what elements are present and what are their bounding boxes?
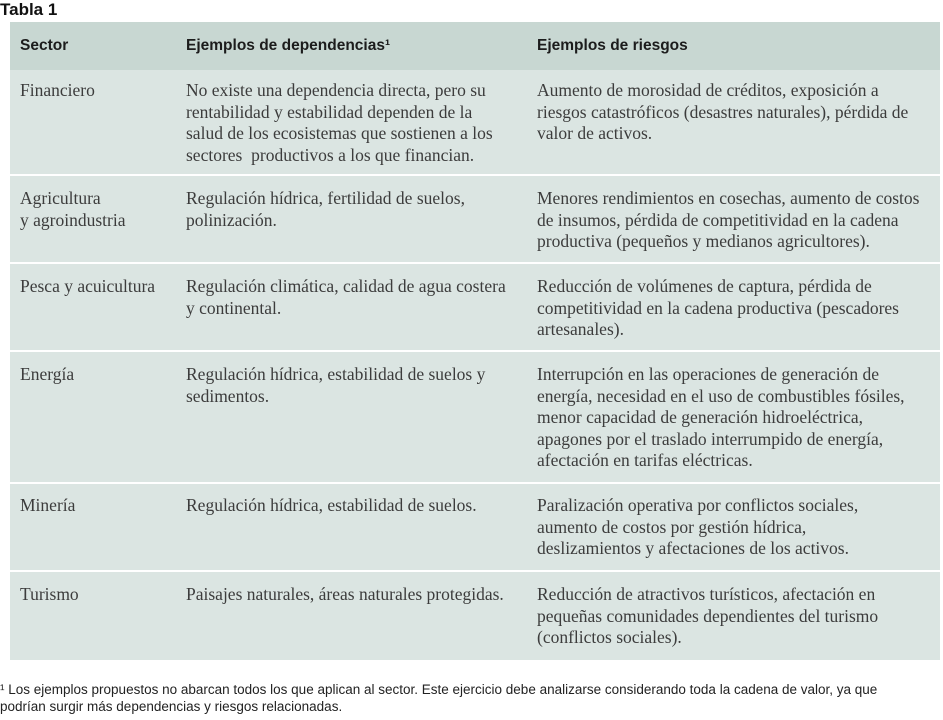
dependencias-cell: Regulación hídrica, fertilidad de suelos, polinización. xyxy=(186,188,465,230)
sector-risk-table xyxy=(10,22,940,660)
footnote: ¹ Los ejemplos propuestos no abarcan todos los que aplican al sector. Este ejercicio debe analizarse considerando toda la cadena de valor, ya que podrían surgir más dependencias y riesgos relacionadas. xyxy=(0,682,878,714)
header-cell-riesgos: Ejemplos de riesgos xyxy=(537,37,688,54)
riesgos-cell: Reducción de atractivos turísticos, afectación en pequeñas comunidades dependientes del turismo (conflictos sociales). xyxy=(537,584,879,647)
sector-cell: Energía xyxy=(20,364,75,384)
table-row-financiero xyxy=(10,70,940,174)
riesgos-cell: Reducción de volúmenes de captura, pérdida de competitividad en la cadena productiva (pescadores artesanales). xyxy=(537,276,899,339)
riesgos-cell: Interrupción en las operaciones de generación de energía, necesidad en el uso de combustibles fósiles, menor capacidad de generación hidroeléctrica, apagones por el traslado interrumpido de energía, afectación en tarifas eléctricas. xyxy=(537,364,905,470)
table-row-pesca xyxy=(10,262,940,350)
table-row-agricultura xyxy=(10,174,940,262)
header-cell-sector: Sector xyxy=(20,37,69,54)
riesgos-cell: Paralización operativa por conflictos sociales, aumento de costos por gestión hídrica, deslizamientos y afectaciones de los activos. xyxy=(537,495,859,558)
dependencias-cell: Regulación hídrica, estabilidad de suelos y sedimentos. xyxy=(186,364,486,406)
sector-cell: Agricultura y agroindustria xyxy=(20,188,126,230)
table-row-mineria xyxy=(10,482,940,570)
riesgos-cell: Menores rendimientos en cosechas, aumento de costos de insumos, pérdida de competitividad en la cadena productiva (pequeños y medianos agricultores). xyxy=(537,188,920,251)
dependencias-cell: Regulación hídrica, estabilidad de suelos. xyxy=(186,495,477,515)
dependencias-cell: Paisajes naturales, áreas naturales protegidas. xyxy=(186,584,504,604)
sector-cell: Financiero xyxy=(20,80,95,100)
table-row-turismo xyxy=(10,570,940,660)
sector-cell: Turismo xyxy=(20,584,79,604)
table-title: Tabla 1 xyxy=(0,0,58,19)
table-row-energia xyxy=(10,350,940,482)
riesgos-cell: Aumento de morosidad de créditos, exposición a riesgos catastróficos (desastres naturales), pérdida de valor de activos. xyxy=(537,80,909,143)
sector-cell: Minería xyxy=(20,495,76,515)
dependencias-cell: Regulación climática, calidad de agua costera y continental. xyxy=(186,276,506,318)
table-header-row xyxy=(10,22,940,70)
header-cell-dependencias: Ejemplos de dependencias¹ xyxy=(186,37,391,54)
dependencias-cell: No existe una dependencia directa, pero su rentabilidad y estabilidad dependen de la salud de los ecosistemas que sostienen a los sectores productivos a los que financian. xyxy=(186,80,493,165)
sector-cell: Pesca y acuicultura xyxy=(20,276,156,296)
